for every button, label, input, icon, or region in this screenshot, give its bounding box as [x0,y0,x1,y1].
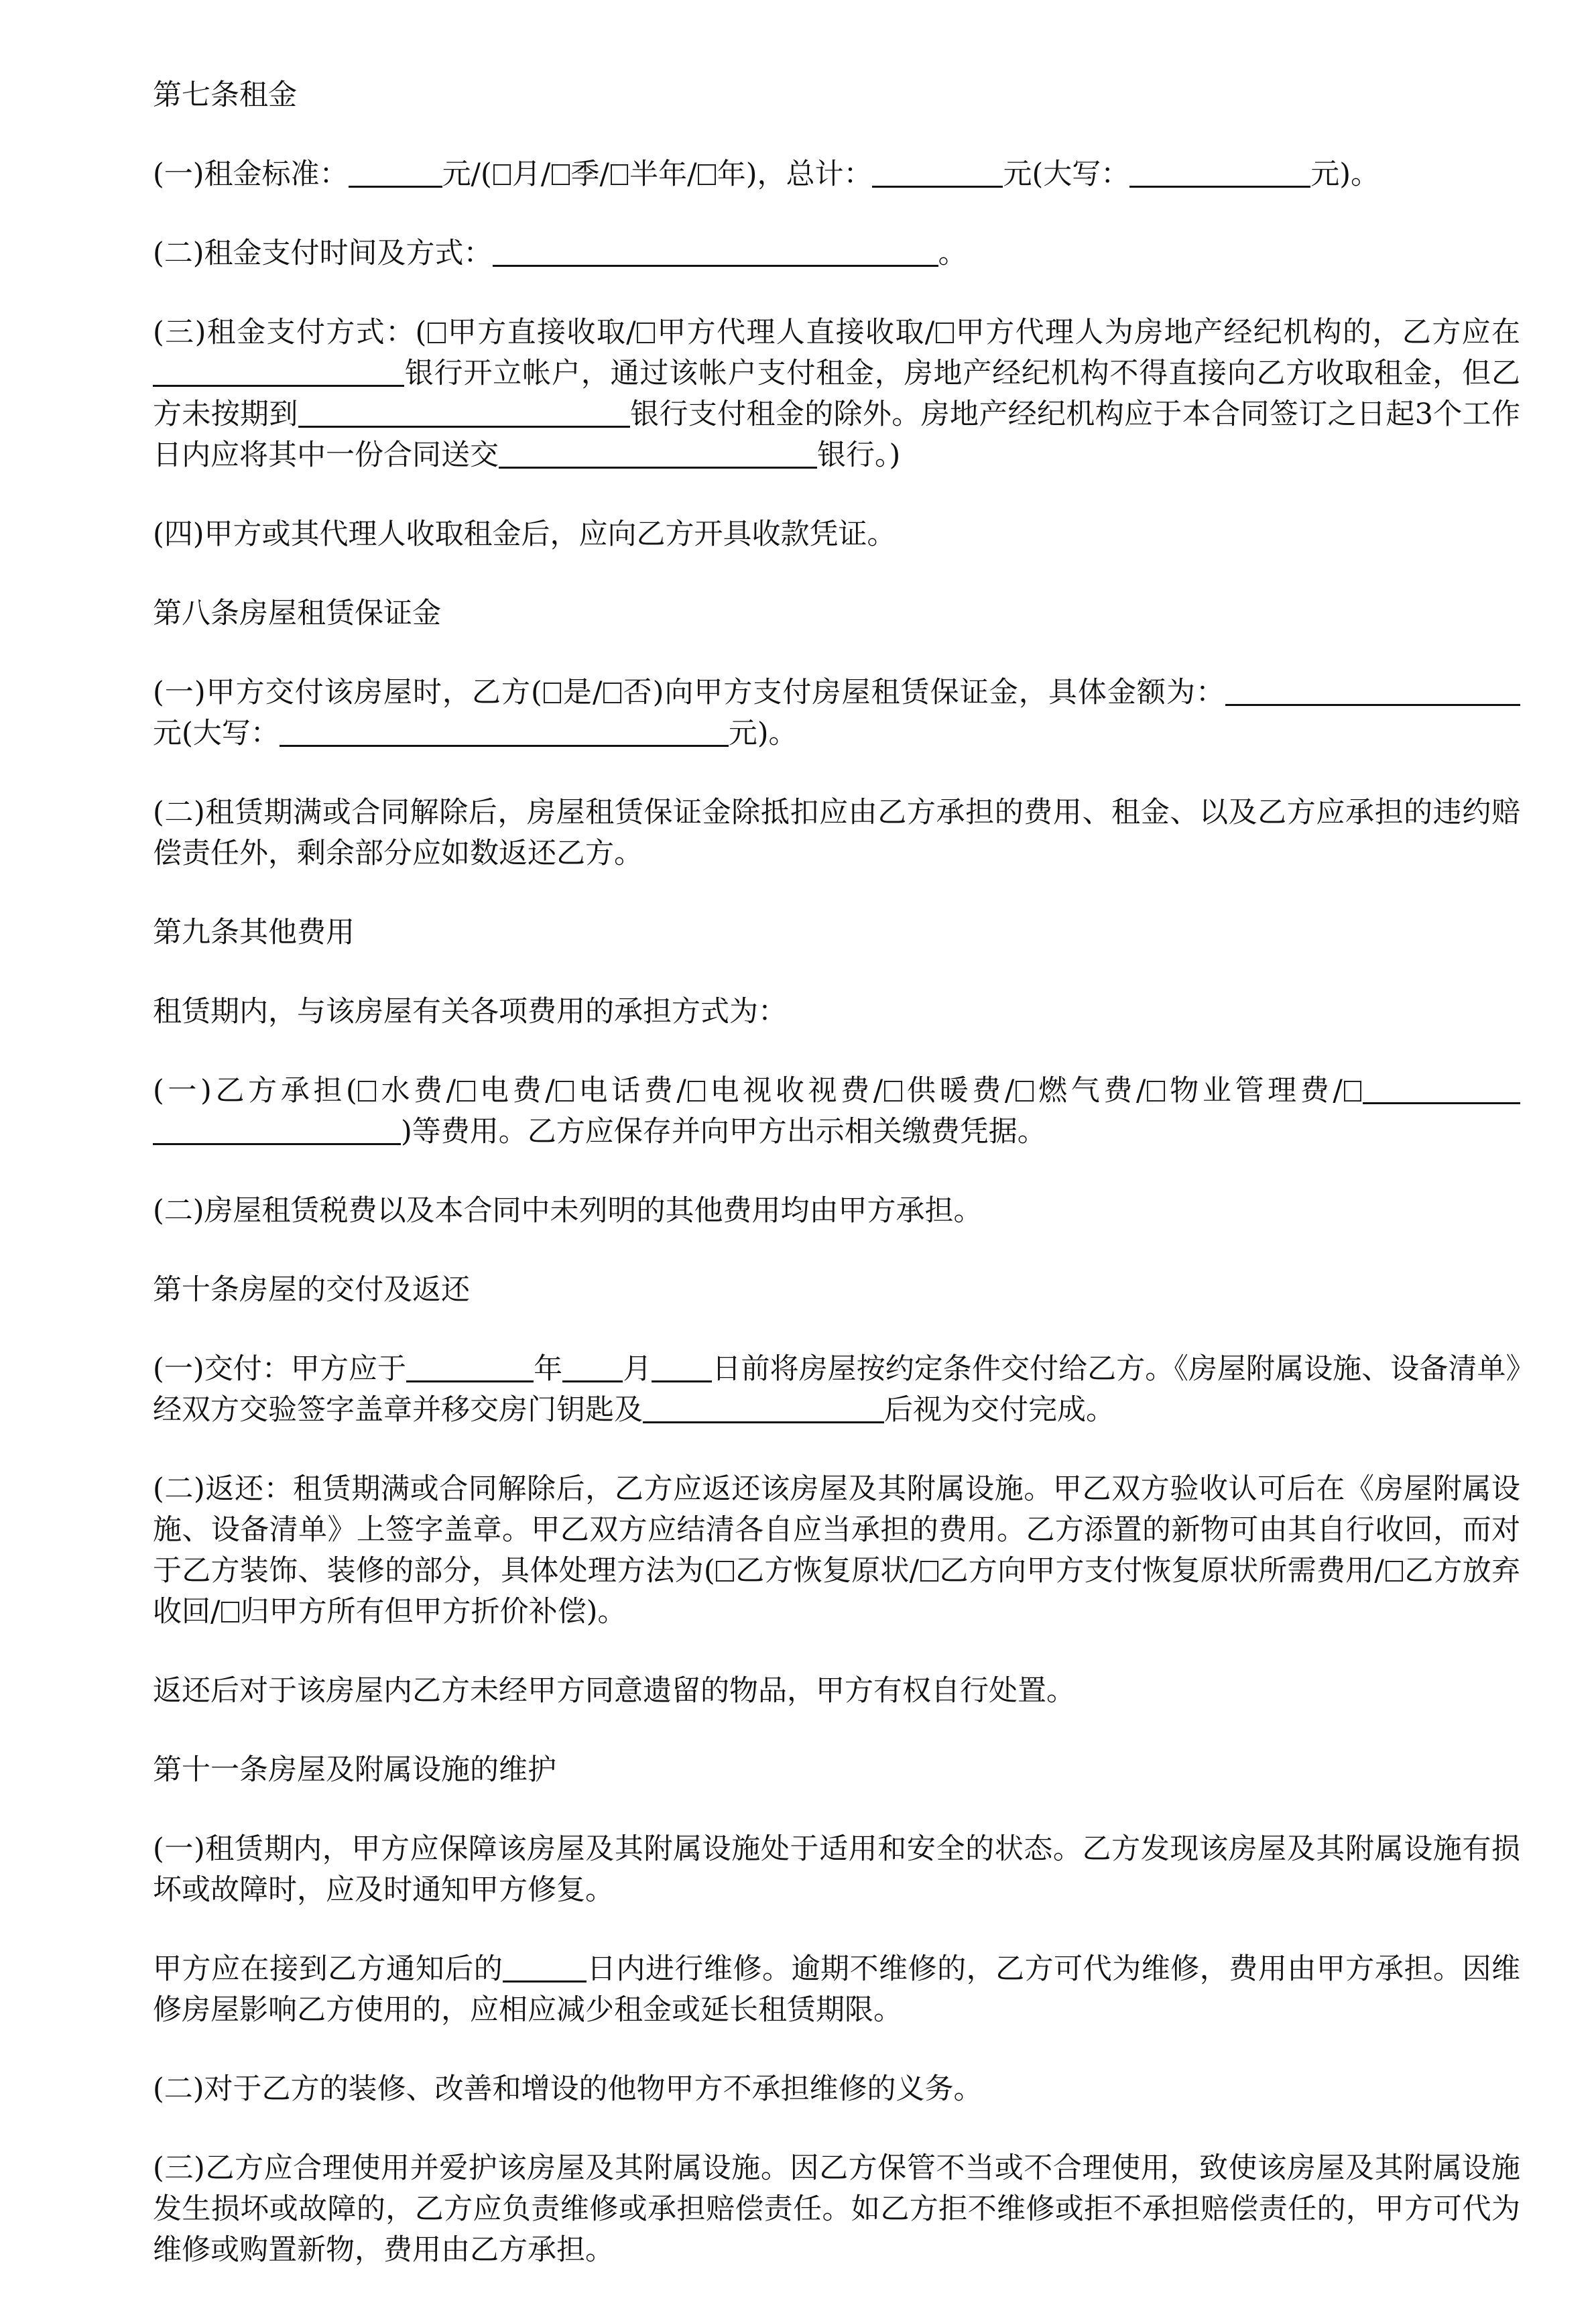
fill-in-blank[interactable] [153,356,404,387]
clause-text: 元(大写： [153,717,280,750]
clause-text: (一)租金标准： [153,158,349,191]
clause-text: (二)返还：租赁期满或合同解除后，乙方应返还该房屋及其附属设施。甲乙双方验收认可后在《房屋附属设施、设备清单》上签字盖章。甲乙双方应结清各自应当承担的费用。乙方添置的新物可由其自行收回，而对于乙方装饰、装修的部分，具体处理方法为( [153,1472,1520,1588]
clause-text: 甲方代理人为房地产经纪机构的，乙方应在 [955,316,1521,349]
checkbox[interactable] [552,164,570,185]
fill-in-blank[interactable] [1473,675,1520,706]
fill-in-blank[interactable] [872,157,1003,188]
clause-paragraph [153,514,1520,555]
clause-text: 银行开立帐户，通过该帐户支付租金，房地产经纪机构不得直接向乙方收取租金，但乙方未按期到 [153,357,1520,431]
clause-paragraph [153,1349,1520,1431]
fill-in-blank[interactable] [493,236,938,267]
clause-paragraph [153,1671,1520,1712]
clause-text: 季/ [570,158,610,191]
clause-text: 日前将房屋按约定条件交付给乙方。《房屋附属设施、设备清单》经双方交验签字盖章并移交房门钥匙及 [153,1352,1521,1427]
clause-paragraph [153,154,1520,195]
clause-text: (三)租金支付方式：( [153,316,427,349]
clause-text: 是/ [562,676,603,709]
fill-in-blank[interactable] [298,397,630,428]
clause-text: 燃气费/ [1034,1074,1146,1108]
clause-text: 返还后对于该房屋内乙方未经甲方同意遗留的物品，甲方有权自行处置。 [153,1674,1075,1708]
fill-in-blank[interactable] [406,1352,534,1382]
clause-text: 年 [534,1352,563,1386]
clause-text: 甲方应在接到乙方通知后的 [153,1952,503,1986]
clause-text: )等费用。乙方应保存并向甲方出示相关缴费凭据。 [401,1115,1046,1148]
section-heading: 第七条租金 [153,78,297,112]
clause-paragraph [153,2069,1520,2110]
clause-paragraph [153,2148,1520,2271]
checkbox[interactable] [556,1081,574,1102]
clause-text: 半年/ [629,158,697,191]
clause-text: 元/( [442,158,492,191]
clause-text: (二)租赁期满或合同解除后，房屋租赁保证金除抵扣应由乙方承担的费用、租金、以及乙方应承担的违约赔偿责任外，剩余部分应如数返还乙方。 [153,796,1520,870]
clause-text: 元)。 [728,717,798,750]
clause-text: (一)乙方承担( [153,1074,357,1108]
clause-paragraph [153,1469,1520,1633]
checkbox[interactable] [920,1561,938,1582]
clause-text: 甲方代理人直接收取/ [656,316,935,349]
clause-text: 电视收视费/ [706,1074,883,1108]
checkbox[interactable] [603,683,621,703]
clause-text: 银行。) [817,438,901,472]
clause-paragraph [153,233,1520,274]
clause-text: 乙方向甲方支付恢复原状所需费用/ [939,1554,1384,1588]
checkbox[interactable] [611,164,629,185]
clause-text: (四)甲方或其代理人收取租金后，应向乙方开具收款凭证。 [153,518,896,551]
clause-text: 月 [623,1352,652,1386]
clause-text: 甲方直接收取/ [446,316,636,349]
fill-in-blank[interactable] [643,1393,884,1423]
fill-in-blank[interactable] [499,438,817,469]
clause-text: 银行支付租金的除外。房地产经纪机构应于本合同签订之日起3个工作日内应将其中一份合同送交 [153,398,1521,472]
clause-text: (二)租金支付时间及方式： [153,237,493,270]
clause-text: 物业管理费/ [1166,1074,1343,1108]
clause-text: 租赁期内，与该房屋有关各项费用的承担方式为： [153,995,787,1028]
clause-text: 元(大写： [1003,158,1130,191]
clause-text: 电话费/ [574,1074,686,1108]
clause-paragraph [153,312,1520,476]
clause-text: 否)向甲方支付房屋租赁保证金，具体金额为： [622,676,1226,709]
section-heading: 第八条房屋租赁保证金 [153,597,441,630]
clause-text: (一)交付：甲方应于 [153,1352,407,1386]
clause-text: 乙方恢复原状/ [735,1554,920,1588]
clause-paragraph [153,672,1520,754]
section-heading: 第九条其他费用 [153,916,355,949]
clause-text: 电费/ [476,1074,555,1108]
clause-text: (二)对于乙方的装修、改善和增设的他物甲方不承担维修的义务。 [153,2072,983,2106]
fill-in-blank[interactable] [1225,675,1473,706]
clause-text: 归甲方所有但甲方折价补偿)。 [240,1595,627,1629]
checkbox[interactable] [698,164,716,185]
checkbox[interactable] [1386,1561,1404,1582]
fill-in-blank[interactable] [280,716,729,747]
clause-text: 元)。 [1310,158,1380,191]
section-heading: 第十一条房屋及附属设施的维护 [153,1753,556,1787]
fill-in-blank[interactable] [1363,1073,1520,1104]
section-heading: 第十条房屋的交付及返还 [153,1273,470,1307]
fill-in-blank[interactable] [1129,157,1310,188]
clause-text: 乙方放弃收回/ [153,1554,1520,1629]
clause-text: (三)乙方应合理使用并爱护该房屋及其附属设施。因乙方保管不当或不合理使用，致使该房屋及其附属设施发生损坏或故障的，乙方应负责维修或承担赔偿责任。如乙方拒不维修或拒不承担赔偿责任的，甲方可代为维修或购置新物，费用由乙方承担。 [153,2151,1520,2267]
fill-in-blank[interactable] [562,1352,623,1382]
checkbox[interactable] [716,1561,734,1582]
checkbox[interactable] [1147,1081,1165,1102]
clause-paragraph [153,1829,1520,1911]
checkbox[interactable] [544,683,562,703]
clause-text: 年)，总计： [717,158,873,191]
clause-paragraph [153,1191,1520,1232]
clause-text: 。 [938,237,967,270]
fill-in-blank[interactable] [349,157,442,188]
checkbox[interactable] [358,1081,376,1102]
clause-text: (二)房屋租赁税费以及本合同中未列明的其他费用均由甲方承担。 [153,1194,983,1228]
checkbox[interactable] [1016,1081,1034,1102]
checkbox[interactable] [688,1081,706,1102]
checkbox[interactable] [221,1602,239,1622]
clause-paragraph [153,1071,1520,1152]
checkbox[interactable] [637,322,655,343]
contract-document [153,75,1520,2309]
clause-text: (一)租赁期内，甲方应保障该房屋及其附属设施处于适用和安全的状态。乙方发现该房屋及其附属设施有损坏或故障时，应及时通知甲方修复。 [153,1832,1520,1907]
clause-text: 日内进行维修。逾期不维修的，乙方可代为维修，费用由甲方承担。因维修房屋影响乙方使用的，应相应减少租金或延长租赁期限。 [153,1952,1521,2027]
checkbox[interactable] [457,1081,475,1102]
clause-paragraph [153,1949,1520,2031]
fill-in-blank[interactable] [153,1114,401,1145]
checkbox[interactable] [1344,1081,1362,1102]
clause-text: 供暖费/ [903,1074,1015,1108]
fill-in-blank[interactable] [503,1952,587,1982]
fill-in-blank[interactable] [652,1352,712,1382]
checkbox[interactable] [428,322,446,343]
clause-text: 后视为交付完成。 [884,1393,1115,1427]
checkbox[interactable] [936,322,954,343]
clause-paragraph [153,792,1520,874]
checkbox[interactable] [884,1081,902,1102]
clause-text: 水费/ [377,1074,456,1108]
clause-text: 月/ [511,158,551,191]
checkbox[interactable] [493,164,511,185]
clause-text: (一)甲方交付该房屋时，乙方( [153,676,542,709]
clause-paragraph [153,992,1520,1032]
